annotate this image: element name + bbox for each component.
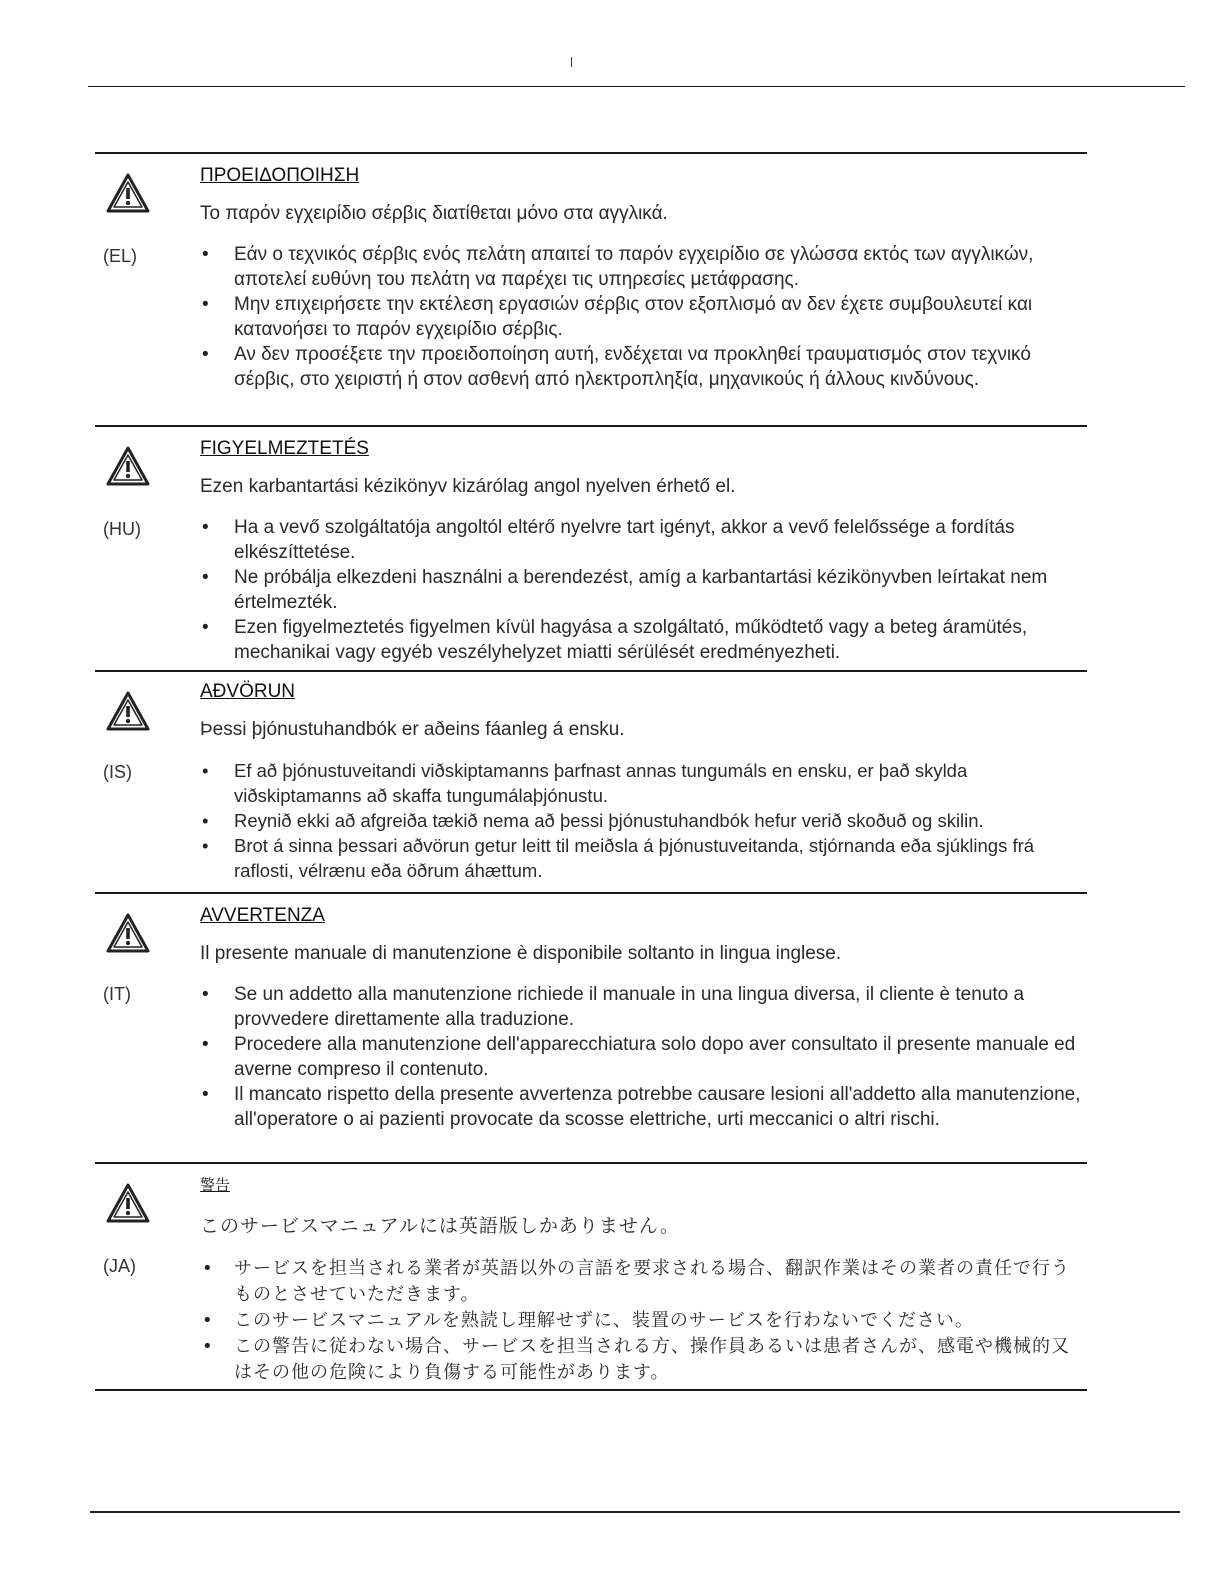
warning-bullets (200, 515, 1087, 665)
warning-title: AVVERTENZA (200, 905, 325, 926)
warning-intro: Το παρόν εγχειρίδιο σέρβις διατίθεται μόνο στα αγγλικά. (200, 203, 668, 224)
warning-bullet: • Εάν ο τεχνικός σέρβις ενός πελάτη απαιτεί το παρόν εγχειρίδιο σε γλώσσα εκτός των αγγλικών, αποτελεί ευθύνη του πελάτη να παρέχει τις υπηρεσίες μετάφρασης. (200, 242, 1087, 292)
warning-bullet: • この警告に従わない場合、サービスを担当される方、操作員あるいは患者さんが、感電や機械的又はその他の危険により負傷する可能性があります。 (200, 1334, 1087, 1386)
header-mark (571, 57, 572, 67)
warning-triangle-icon (105, 690, 151, 732)
warning-bullet: • サービスを担当される業者が英語以外の言語を要求される場合、翻訳作業はその業者の責任で行うものとさせていただきます。 (200, 1256, 1087, 1308)
warning-triangle-icon (105, 445, 151, 487)
warning-bullet: • Procedere alla manutenzione dell'apparecchiatura solo dopo aver consultato il presente manuale ed averne compreso il contenuto. (200, 1032, 1087, 1082)
warning-bullet: • Ha a vevő szolgáltatója angoltól eltérő nyelvre tart igényt, akkor a vevő felelőssége a fordítás elkészíttetése. (200, 515, 1087, 565)
language-code: (HU) (103, 519, 141, 539)
warning-section-ja (95, 1162, 1087, 1391)
warning-bullets (200, 242, 1087, 392)
warning-title: FIGYELMEZTETÉS (200, 438, 369, 459)
warning-bullets (200, 982, 1087, 1132)
warning-bullet: • Αν δεν προσέξετε την προειδοποίηση αυτή, ενδέχεται να προκληθεί τραυματισμός στον τεχνικό σέρβις, στο χειριστή ή στον ασθενή από ηλεκτροπληξία, μηχανικούς ή άλλους κινδύνους. (200, 342, 1087, 392)
language-code: (EL) (103, 246, 138, 266)
warning-bullet: • Ne próbálja elkezdeni használni a berendezést, amíg a karbantartási kézikönyvben leírtakat nem értelmezték. (200, 565, 1087, 615)
footer-rule (90, 1511, 1180, 1513)
language-code: (JA) (103, 1256, 136, 1276)
warnings-list (95, 152, 1087, 1391)
warning-section-is (95, 670, 1087, 892)
warning-bullet: • Μην επιχειρήσετε την εκτέλεση εργασιών σέρβις στον εξοπλισμό αν δεν έχετε συμβουλευτεί και κατανοήσει το παρόν εγχειρίδιο σέρβις. (200, 292, 1087, 342)
warning-bullet: • Ef að þjónustuveitandi viðskiptamanns þarfnast annas tungumáls en ensku, er það skylda viðskiptamanns að skaffa tungumálaþjónustu. (200, 758, 1087, 808)
language-code: (IS) (103, 762, 132, 782)
language-code: (IT) (103, 984, 131, 1004)
warning-title: AÐVÖRUN (200, 681, 296, 702)
warning-bullet: • Reynið ekki að afgreiða tækið nema að þessi þjónustuhandbók hefur verið skoðuð og skilin. (200, 808, 1087, 833)
warning-bullet: • Ezen figyelmeztetés figyelmen kívül hagyása a szolgáltató, működtető vagy a beteg áramütés, mechanikai vagy egyéb veszélyhelyzet miatti sérülését eredményezheti. (200, 615, 1087, 665)
warning-intro: Il presente manuale di manutenzione è disponibile soltanto in lingua inglese. (200, 943, 842, 964)
warning-bullet: • Se un addetto alla manutenzione richiede il manuale in una lingua diversa, il cliente è tenuto a provvedere direttamente alla traduzione. (200, 982, 1087, 1032)
warning-title: ΠΡΟΕΙΔΟΠΟΙΗΣΗ (200, 165, 360, 186)
warning-bullet: • このサービスマニュアルを熟読し理解せずに、装置のサービスを行わないでください。 (200, 1308, 1087, 1334)
warning-triangle-icon (105, 1182, 151, 1224)
warning-bullet: • Brot á sinna þessari aðvörun getur leitt til meiðsla á þjónustuveitanda, stjórnanda eða sjúklings frá raflosti, vélrænu eða öðrum áhættum. (200, 833, 1087, 883)
header-rule (88, 86, 1185, 87)
warning-section-el (95, 152, 1087, 425)
warning-section-it (95, 892, 1087, 1162)
warning-triangle-icon (105, 172, 151, 214)
warning-intro: Þessi þjónustuhandbók er aðeins fáanleg á ensku. (200, 719, 625, 740)
warning-section-hu (95, 425, 1087, 670)
warning-title: 警告 (200, 1177, 231, 1194)
warning-intro: Ezen karbantartási kézikönyv kizárólag angol nyelven érhető el. (200, 476, 736, 497)
warning-bullets (200, 1256, 1087, 1386)
warning-bullet: • Il mancato rispetto della presente avvertenza potrebbe causare lesioni all'addetto alla manutenzione, all'operatore o ai pazienti provocate da scosse elettriche, urti meccanici o altri rischi. (200, 1082, 1087, 1132)
warning-intro: このサービスマニュアルには英語版しかありません。 (200, 1215, 681, 1237)
warning-triangle-icon (105, 912, 151, 954)
warning-bullets (200, 758, 1087, 883)
